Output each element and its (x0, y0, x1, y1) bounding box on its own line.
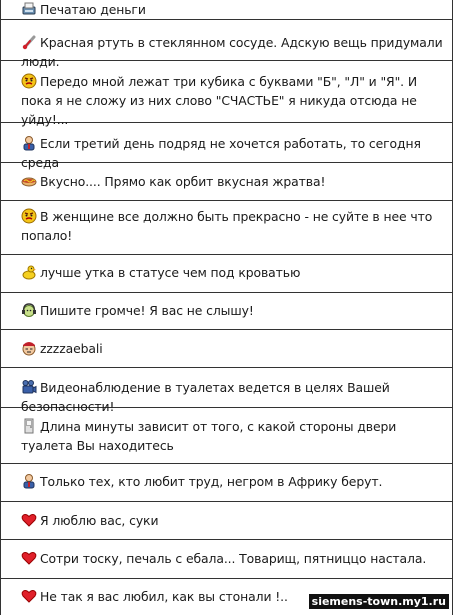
status-text: Видеонаблюдение в туалетах ведется в целях Вашей безопасности! (21, 380, 390, 414)
site-watermark: siemens-town.my1.ru (309, 594, 449, 609)
duck-icon (21, 264, 37, 280)
status-text: Красная ртуть в стеклянном сосуде. Адскую вещь придумали люди. (21, 35, 443, 69)
status-row[interactable] (1, 540, 452, 579)
status-row[interactable] (1, 368, 452, 414)
office-worker-icon (21, 135, 37, 151)
status-text: Сотри тоску, печаль с ебала... Товарищ, пятниццо настала. (40, 551, 427, 566)
status-text: В женщине все должно быть прекрасно - не суйте в нее что попало! (21, 209, 433, 243)
heart-icon (21, 550, 37, 566)
door-icon (21, 418, 37, 434)
status-text: Длина минуты зависит от того, с какой стороны двери туалета Вы находитесь (21, 419, 397, 453)
heart-icon (21, 588, 37, 604)
office-worker-icon (21, 473, 37, 489)
status-row[interactable] (1, 255, 452, 293)
status-row[interactable] (1, 330, 452, 368)
status-text: лучше утка в статусе чем под кроватью (40, 265, 301, 280)
status-row[interactable] (1, 20, 452, 69)
typewriter-icon (21, 1, 37, 17)
sleepy-face-icon (21, 340, 37, 356)
status-row[interactable] (1, 201, 452, 255)
status-row[interactable] (1, 502, 452, 540)
status-text: zzzzaebali (40, 341, 103, 356)
angry-face-icon (21, 208, 37, 224)
hotdog-icon (21, 173, 37, 189)
status-text: Я люблю вас, суки (40, 513, 159, 528)
angry-face-icon (21, 73, 37, 89)
status-text: Не так я вас любил, как вы стонали !.. (40, 589, 288, 604)
heart-icon (21, 512, 37, 528)
status-row[interactable] (1, 0, 452, 20)
status-row[interactable] (1, 123, 452, 170)
status-text: Пишите громче! Я вас не слышу! (40, 303, 254, 318)
video-camera-icon (21, 379, 37, 395)
status-text: Печатаю деньги (40, 2, 146, 17)
status-row[interactable] (1, 61, 452, 127)
headphones-face-icon (21, 302, 37, 318)
thermometer-icon (21, 34, 37, 50)
status-row[interactable] (1, 408, 452, 464)
status-text: Если третий день подряд не хочется работать, то сегодня среда (21, 136, 421, 170)
status-text: Вкусно.... Прямо как орбит вкусная жратва! (40, 174, 326, 189)
status-text: Только тех, кто любит труд, негром в Африку берут. (40, 474, 383, 489)
status-row[interactable] (1, 293, 452, 330)
status-row[interactable] (1, 163, 452, 201)
status-text: Передо мной лежат три кубика с буквами "Б", "Л" и "Я". И пока я не сложу из них слово "СЧАСТЬЕ" я никуда отсюда не уйду!... (21, 74, 418, 127)
status-row[interactable] (1, 464, 452, 502)
